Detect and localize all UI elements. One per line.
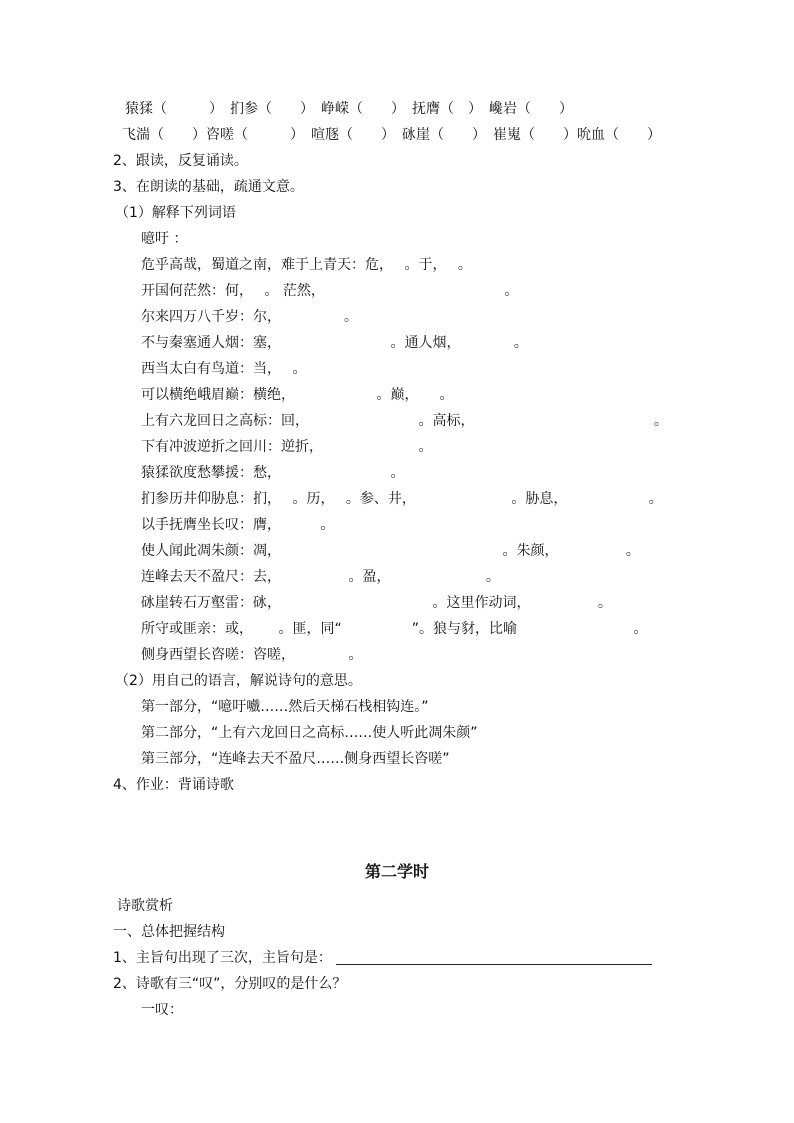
text-line-9 bbox=[141, 308, 358, 326]
line-text: 可以横绝峨眉巅：横绝， 。巅， 。 bbox=[141, 387, 454, 403]
line-text: 2、跟读，反复诵读。 bbox=[113, 153, 248, 169]
line-text: 扪参历井仰胁息：扪， 。历， 。参、井， 。胁息， 。 bbox=[141, 491, 663, 507]
line-text: 噫吁 ： bbox=[141, 231, 188, 247]
line-text: 第二部分，“上有六龙回日之高标……使人听此凋朱颜” bbox=[141, 725, 478, 741]
line-text: 猿猱（ ） 扪参（ ） 峥嵘（ ） 抚膺（ ） 巉岩（ ） bbox=[125, 101, 573, 117]
line-text: 砯崖转石万壑雷：砯， 。这里作动词， 。 bbox=[141, 595, 612, 611]
text-line-24 bbox=[141, 698, 429, 716]
line-text: 以手抚膺坐长叹：膺， 。 bbox=[141, 517, 335, 533]
line-text: 使人闻此凋朱颜：凋， 。朱颜， 。 bbox=[141, 543, 640, 559]
line-text: 猿猱欲度愁攀援：愁， 。 bbox=[141, 465, 405, 481]
line-text: 上有六龙回日之高标：回， 。高标， 。 bbox=[141, 413, 668, 429]
line-text: 下有冲波逆折之回川：逆折， 。 bbox=[141, 439, 433, 455]
text-line-22 bbox=[141, 646, 362, 664]
answer-blank-line[interactable] bbox=[336, 950, 652, 965]
line-text: 第三部分，“连峰去天不盈尺……侧身西望长咨嗟” bbox=[141, 751, 450, 767]
text-line-2 bbox=[122, 126, 661, 144]
line-text: 诗歌赏析 bbox=[117, 898, 173, 914]
text-line-14 bbox=[141, 438, 432, 456]
text-line-13 bbox=[141, 412, 668, 430]
line-text: 尔来四万八千岁：尔， 。 bbox=[141, 309, 358, 325]
line-text: 连峰去天不盈尺：去， 。盈， 。 bbox=[141, 569, 500, 585]
line-text: 1、主旨句出现了三次，主旨句是： bbox=[113, 950, 332, 966]
line-text: 3、在朗读的基础，疏通文意。 bbox=[113, 179, 304, 195]
text-line-25 bbox=[141, 724, 478, 742]
text-line-6 bbox=[141, 230, 187, 248]
text-line-21 bbox=[141, 620, 647, 638]
lesson2-line-2 bbox=[113, 923, 225, 941]
text-line-20 bbox=[141, 594, 612, 612]
lesson2-line-5 bbox=[141, 1001, 183, 1019]
text-line-27 bbox=[113, 776, 234, 794]
text-line-16 bbox=[141, 490, 663, 508]
line-text: （1）解释下列词语 bbox=[115, 205, 236, 221]
lesson2-line-1 bbox=[117, 897, 173, 915]
text-line-19 bbox=[141, 568, 500, 586]
text-line-5 bbox=[115, 204, 236, 222]
text-line-26 bbox=[141, 750, 450, 768]
text-line-23 bbox=[115, 672, 362, 690]
line-text: 第一部分，“噫吁嚱……然后天梯石栈相钩连。” bbox=[141, 699, 429, 715]
line-text: 一叹： bbox=[141, 1002, 183, 1018]
text-line-10 bbox=[141, 334, 528, 352]
text-line-12 bbox=[141, 386, 453, 404]
line-text: （2）用自己的语言，解说诗句的意思。 bbox=[115, 673, 362, 689]
text-line-15 bbox=[141, 464, 404, 482]
line-text: 4、作业：背诵诗歌 bbox=[113, 777, 234, 793]
text-line-17 bbox=[141, 516, 334, 534]
section-title: 第二学时 bbox=[364, 862, 429, 881]
line-text: 飞湍（ ）咨嗟（ ） 喧豗（ ） 砯崖（ ） 崔嵬（ ）吮血（ ） bbox=[122, 127, 661, 143]
lesson2-line-3 bbox=[113, 949, 652, 967]
text-line-3 bbox=[113, 152, 248, 170]
text-line-1 bbox=[125, 100, 573, 118]
line-text: 不与秦塞通人烟：塞， 。通人烟， 。 bbox=[141, 335, 528, 351]
line-text: 危乎高哉，蜀道之南，难于上青天：危， 。于， 。 bbox=[141, 257, 472, 273]
text-line-18 bbox=[141, 542, 640, 560]
text-line-8 bbox=[141, 282, 518, 300]
text-line-4 bbox=[113, 178, 304, 196]
line-text: 一、总体把握结构 bbox=[113, 924, 225, 940]
line-text: 开国何茫然：何， 。 茫然， 。 bbox=[141, 283, 519, 299]
line-text: 西当太白有鸟道：当， 。 bbox=[141, 361, 307, 377]
lesson2-line-4 bbox=[113, 975, 346, 993]
text-line-11 bbox=[141, 360, 306, 378]
line-text: 侧身西望长咨嗟：咨嗟， 。 bbox=[141, 647, 363, 663]
line-text: 所守或匪亲：或， 。匪，同“ ”。狼与豺，比喻 。 bbox=[141, 621, 648, 637]
text-line-7 bbox=[141, 256, 472, 274]
line-text: 2、诗歌有三“叹”，分别叹的是什么？ bbox=[113, 976, 347, 992]
